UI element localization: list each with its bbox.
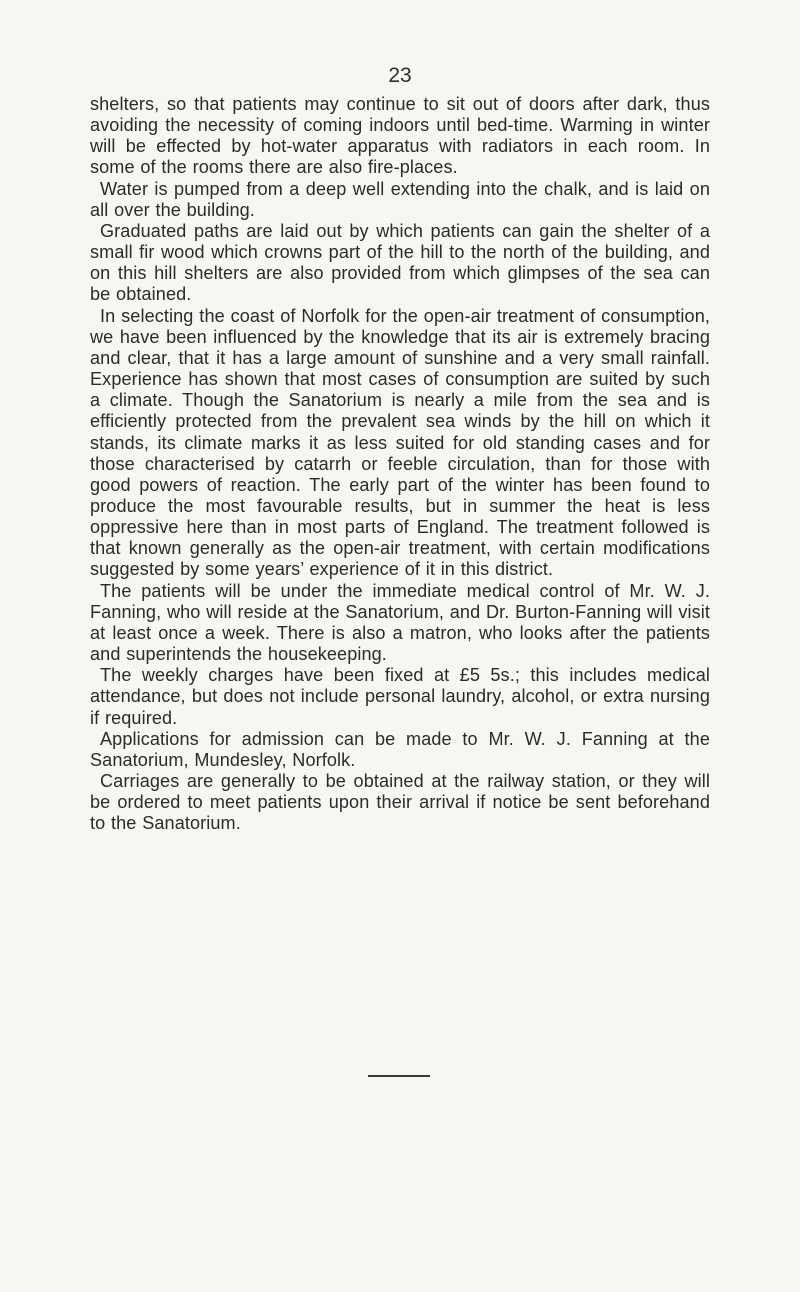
paragraph-applications: Applications for admission can be made to Mr. W. J. Fanning at the Sanatorium, Mundesley, Norfolk. bbox=[90, 728, 710, 770]
body-text bbox=[90, 94, 710, 834]
paragraph-water: Water is pumped from a deep well extending into the chalk, and is laid on all over the building. bbox=[90, 178, 710, 220]
paragraph-climate: In selecting the coast of Norfolk for the open-air treatment of consumption, we have been influenced by the knowledge that its air is extremely bracing and clear, that it has a large amount of sunshine and a very small rainfall. Experience has shown that most cases of consumption are suited by such a climate. Though the Sanatorium is nearly a mile from the sea and is efficiently protected from the prevalent sea winds by the hill on which it stands, its climate marks it as less suited for old standing cases and for those characterised by catarrh or feeble circulation, than for those with good powers of reaction. The early part of the winter has been found to produce the most favourable results, but in summer the heat is less oppressive here than in most parts of England. The treatment followed is that known generally as the open-air treatment, with certain modifications suggested by some years’ experience of it in this district. bbox=[90, 305, 710, 580]
paragraph-carriages: Carriages are generally to be obtained at the railway station, or they will be ordered to meet patients upon their arrival if notice be sent beforehand to the Sanatorium. bbox=[90, 771, 710, 834]
end-rule bbox=[368, 1075, 430, 1077]
page-number: 23 bbox=[388, 64, 412, 87]
paragraph-charges: The weekly charges have been fixed at £5 5s.; this includes medical attendance, but does not include personal laundry, alcohol, or extra nursing if required. bbox=[90, 665, 710, 728]
paragraph-medical-control: The patients will be under the immediate medical control of Mr. W. J. Fanning, who will reside at the Sanatorium, and Dr. Burton-Fanning will visit at least once a week. There is also a matron, who looks after the patients and superintends the housekeeping. bbox=[90, 580, 710, 665]
paragraph-paths: Graduated paths are laid out by which patients can gain the shelter of a small fir wood which crowns part of the hill to the north of the building, and on this hill shelters are also provided from which glimpses of the sea can be obtained. bbox=[90, 220, 710, 305]
paragraph-shelters: shelters, so that patients may continue to sit out of doors after dark, thus avoiding the necessity of coming indoors until bed-time. Warming in winter will be effected by hot-water apparatus with radiators in each room. In some of the rooms there are also fire-places. bbox=[90, 94, 710, 178]
